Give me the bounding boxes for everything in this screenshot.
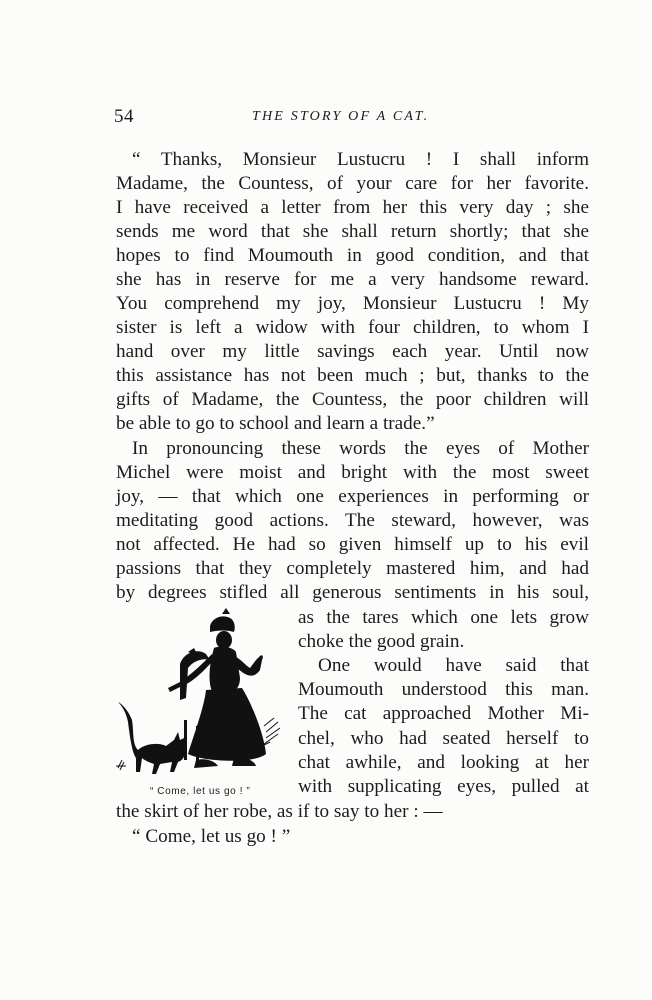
text-line: hopes to find Moumouth in good condition, and that [116,245,589,266]
text-line: Madame, the Countess, of your care for her favorite. [116,173,589,194]
running-head [114,106,590,134]
text-line: gifts of Madame, the Countess, the poor children will [116,389,589,410]
text-line: passions that they completely mastered him, and had [116,558,589,579]
text-line: by degrees stifled all generous sentiments in his soul, [116,582,589,603]
text-line: “ Thanks, Monsieur Lustucru ! I shall inform [132,149,589,170]
text-line: sister is left a widow with four children, to whom I [116,317,589,338]
text-line: One would have said that [318,655,589,676]
text-line: sends me word that she shall return shortly; that she [116,221,589,242]
text-line: I have received a letter from her this very day ; she [116,197,589,218]
text-line: meditating good actions. The steward, however, was [116,510,589,531]
text-line: choke the good grain. [298,631,465,652]
text-line: joy, — that which one experiences in performing or [116,486,589,507]
text-line: Moumouth understood this man. [298,679,589,700]
text-line: chat awhile, and looking at her [298,752,589,773]
text-line: “ Come, let us go ! ” [132,826,291,847]
text-line: You comprehend my joy, Monsieur Lustucru ! My [116,293,589,314]
text-line: with supplicating eyes, pulled at [298,776,589,797]
page-number: 54 [114,106,134,127]
text-line: be able to go to school and learn a trade.” [116,413,435,434]
illustration-caption: “ Come, let us go ! ” [150,786,251,797]
text-line: chel, who had seated herself to [298,728,589,749]
text-line: the skirt of her robe, as if to say to her : — [116,801,443,822]
text-line: this assistance has not been much ; but, thanks to the [116,365,589,386]
text-line: as the tares which one lets grow [298,607,589,628]
text-line: Michel were moist and bright with the most sweet [116,462,589,483]
text-line: hand over my little savings each year. Until now [116,341,589,362]
text-line: In pronouncing these words the eyes of Mother [132,438,589,459]
text-line: The cat approached Mother Mi- [298,703,589,724]
text-line: she has in reserve for me a very handsome reward. [116,269,589,290]
text-line: not affected. He had so given himself up to his evil [116,534,589,555]
silhouette-illustration [114,608,290,786]
running-title: THE STORY OF A CAT. [252,109,430,124]
